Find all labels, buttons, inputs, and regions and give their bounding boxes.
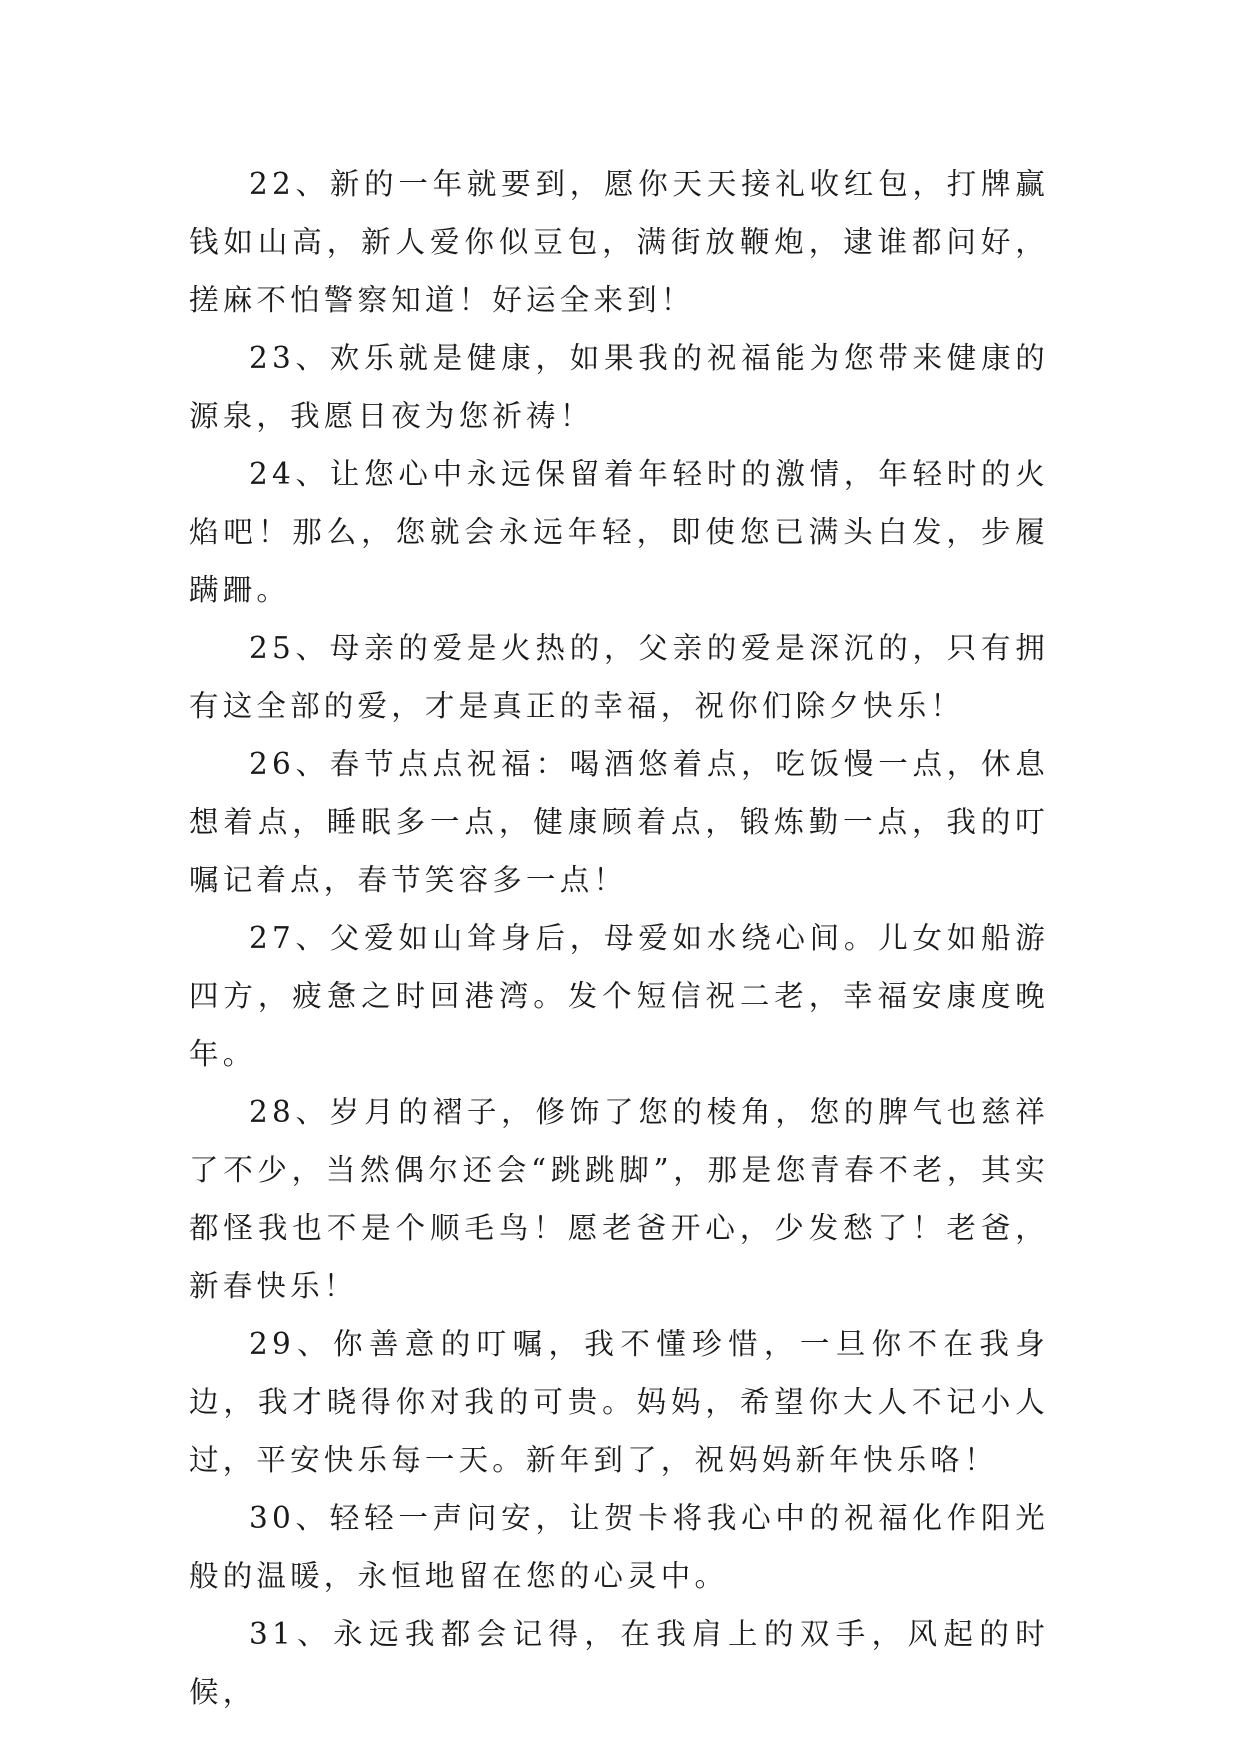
- paragraph-30: 30、轻轻一声问安，让贺卡将我心中的祝福化作阳光般的温暖，永恒地留在您的心灵中。: [189, 1501, 1049, 1593]
- paragraph-23: 23、欢乐就是健康，如果我的祝福能为您带来健康的源泉，我愿日夜为您祈祷！: [189, 341, 1049, 433]
- paragraph-27: 27、父爱如山耸身后，母爱如水绕心间。儿女如船游四方，疲惫之时回港湾。发个短信祝二老，幸福安康度晚年。: [189, 921, 1049, 1071]
- paragraph-26: 26、春节点点祝福：喝酒悠着点，吃饭慢一点，休息想着点，睡眠多一点，健康顾着点，锻炼勤一点，我的叮嘱记着点，春节笑容多一点！: [189, 747, 1049, 897]
- paragraph-31: 31、永远我都会记得，在我肩上的双手，风起的时候，: [189, 1617, 1049, 1709]
- paragraph-24: 24、让您心中永远保留着年轻时的激情，年轻时的火焰吧！那么，您就会永远年轻，即使您已满头白发，步履蹒跚。: [189, 457, 1049, 607]
- paragraph-25: 25、母亲的爱是火热的，父亲的爱是深沉的，只有拥有这全部的爱，才是真正的幸福，祝你们除夕快乐！: [189, 631, 1049, 723]
- paragraph-28: 28、岁月的褶子，修饰了您的棱角，您的脾气也慈祥了不少，当然偶尔还会“跳跳脚”，那是您青春不老，其实都怪我也不是个顺毛鸟！愿老爸开心，少发愁了！老爸，新春快乐！: [189, 1095, 1049, 1303]
- document-body: [189, 155, 1049, 1721]
- paragraph-22: 22、新的一年就要到，愿你天天接礼收红包，打牌赢钱如山高，新人爱你似豆包，满街放鞭炮，逮谁都问好，搓麻不怕警察知道！好运全来到！: [189, 167, 1049, 317]
- paragraph-29: 29、你善意的叮嘱，我不懂珍惜，一旦你不在我身边，我才晓得你对我的可贵。妈妈，希望你大人不记小人过，平安快乐每一天。新年到了，祝妈妈新年快乐咯！: [189, 1327, 1049, 1477]
